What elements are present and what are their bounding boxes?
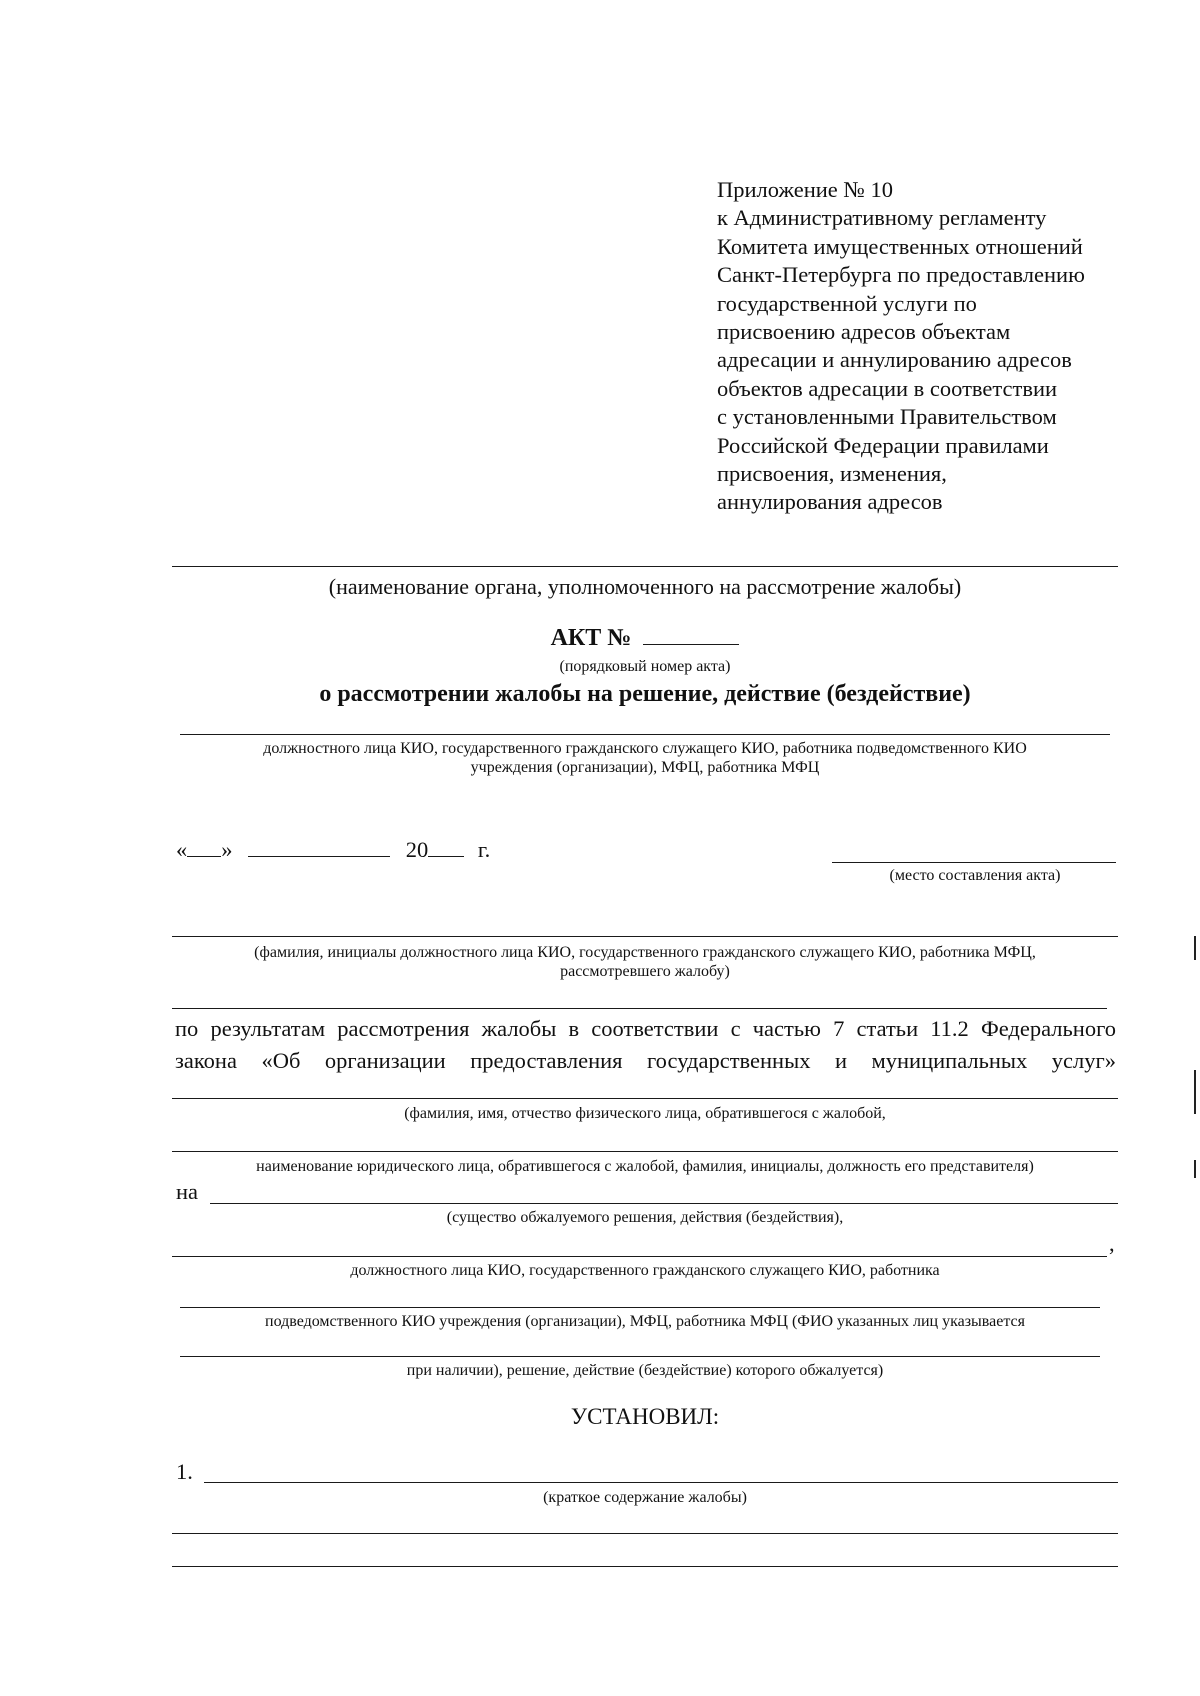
organ-caption: (наименование органа, уполномоченного на рассмотрение жалобы): [328, 574, 962, 599]
scan-artifact: [1194, 1070, 1196, 1114]
month-field[interactable]: [248, 856, 390, 857]
day-field[interactable]: [187, 856, 221, 857]
official-caption-line: должностного лица КИО, государственного гражданского служащего КИО, работника подведомственного КИО: [263, 740, 1027, 757]
item-number: 1.: [176, 1459, 193, 1484]
established-heading: УСТАНОВИЛ:: [570, 1404, 720, 1429]
trailing-comma: ,: [1109, 1231, 1115, 1256]
organ-name-line[interactable]: [172, 566, 1118, 567]
place-caption: (место составления акта): [889, 867, 1061, 884]
applicant-line-2[interactable]: [172, 1151, 1118, 1152]
official-line-4[interactable]: [180, 1356, 1100, 1357]
appendix-line: Санкт-Петербурга по предоставлению: [717, 262, 1085, 288]
reviewer-caption-line: (фамилия, инициалы должностного лица КИО, государственного гражданского служащего КИО, работника МФЦ,: [254, 944, 1036, 961]
appendix-line: объектов адресации в соответствии: [717, 375, 1058, 401]
appendix-line: адресации и аннулированию адресов: [717, 347, 1072, 373]
place-line[interactable]: [832, 862, 1116, 863]
act-number-line[interactable]: [643, 644, 739, 645]
on-label: на: [176, 1179, 199, 1204]
summary-extra-line-2[interactable]: [172, 1566, 1118, 1567]
applicant-caption-2: наименование юридического лица, обратившегося с жалобой, фамилия, инициалы, должность его представителя): [256, 1158, 1034, 1175]
official-caption-line: учреждения (организации), МФЦ, работника МФЦ: [470, 759, 820, 776]
act-number-caption: (порядковый номер акта): [559, 658, 731, 675]
date-row: [176, 834, 536, 866]
reviewer-line[interactable]: [172, 936, 1118, 937]
applicant-caption-1: (фамилия, имя, отчество физического лица, обратившегося с жалобой,: [404, 1105, 886, 1122]
essence-line[interactable]: [210, 1203, 1118, 1204]
official-caption: [172, 739, 1118, 777]
reviewer-caption-line: рассмотревшего жалобу): [560, 963, 730, 980]
applicant-line-1[interactable]: [172, 1098, 1118, 1099]
official-caption-2: должностного лица КИО, государственного гражданского служащего КИО, работника: [350, 1262, 940, 1279]
act-subtitle: о рассмотрении жалобы на решение, действие (бездействие): [319, 681, 971, 707]
date-century: 20: [405, 837, 429, 862]
appendix-line: присвоения, изменения,: [717, 461, 947, 487]
reviewer-caption: [172, 943, 1118, 981]
essence-caption: (существо обжалуемого решения, действия (бездействия),: [446, 1209, 844, 1226]
appendix-line: Комитета имущественных отношений: [717, 233, 1083, 259]
date-close-quote: »: [221, 837, 233, 862]
official-line-2[interactable]: [172, 1256, 1107, 1257]
appendix-line: присвоению адресов объектам: [717, 319, 1011, 345]
results-line: закона «Об организации предоставления государственных и муниципальных услуг»: [175, 1048, 1116, 1073]
appendix-line: государственной услуги по: [717, 290, 977, 316]
summary-extra-line-1[interactable]: [172, 1533, 1118, 1534]
appendix-header: [717, 176, 1137, 517]
year-field[interactable]: [428, 856, 464, 857]
appendix-line: аннулирования адресов: [717, 489, 943, 515]
results-line: по результатам рассмотрения жалобы в соответствии с частью 7 статьи 11.2 Федерального: [175, 1016, 1116, 1041]
official-caption-3: подведомственного КИО учреждения (организации), МФЦ, работника МФЦ (ФИО указанных лиц указывается: [265, 1313, 1025, 1330]
results-paragraph: [175, 1013, 1116, 1077]
appendix-line: к Административному регламенту: [717, 205, 1047, 231]
date-open-quote: «: [176, 837, 188, 862]
appendix-line: Приложение № 10: [717, 177, 893, 202]
official-line[interactable]: [180, 734, 1110, 735]
summary-line[interactable]: [204, 1482, 1118, 1483]
scan-artifact: [1194, 1160, 1196, 1178]
scan-artifact: [1194, 936, 1196, 960]
appendix-line: с установленными Правительством: [717, 404, 1057, 430]
act-title: АКТ №: [550, 625, 632, 651]
act-title-row: [172, 625, 1118, 652]
summary-caption: (краткое содержание жалобы): [543, 1489, 747, 1506]
reviewer-extra-line[interactable]: [172, 1008, 1107, 1009]
appendix-line: Российской Федерации правилами: [717, 432, 1049, 458]
date-year-suffix: г.: [477, 837, 491, 862]
official-caption-4: при наличии), решение, действие (бездействие) которого обжалуется): [406, 1362, 884, 1379]
official-line-3[interactable]: [180, 1307, 1100, 1308]
